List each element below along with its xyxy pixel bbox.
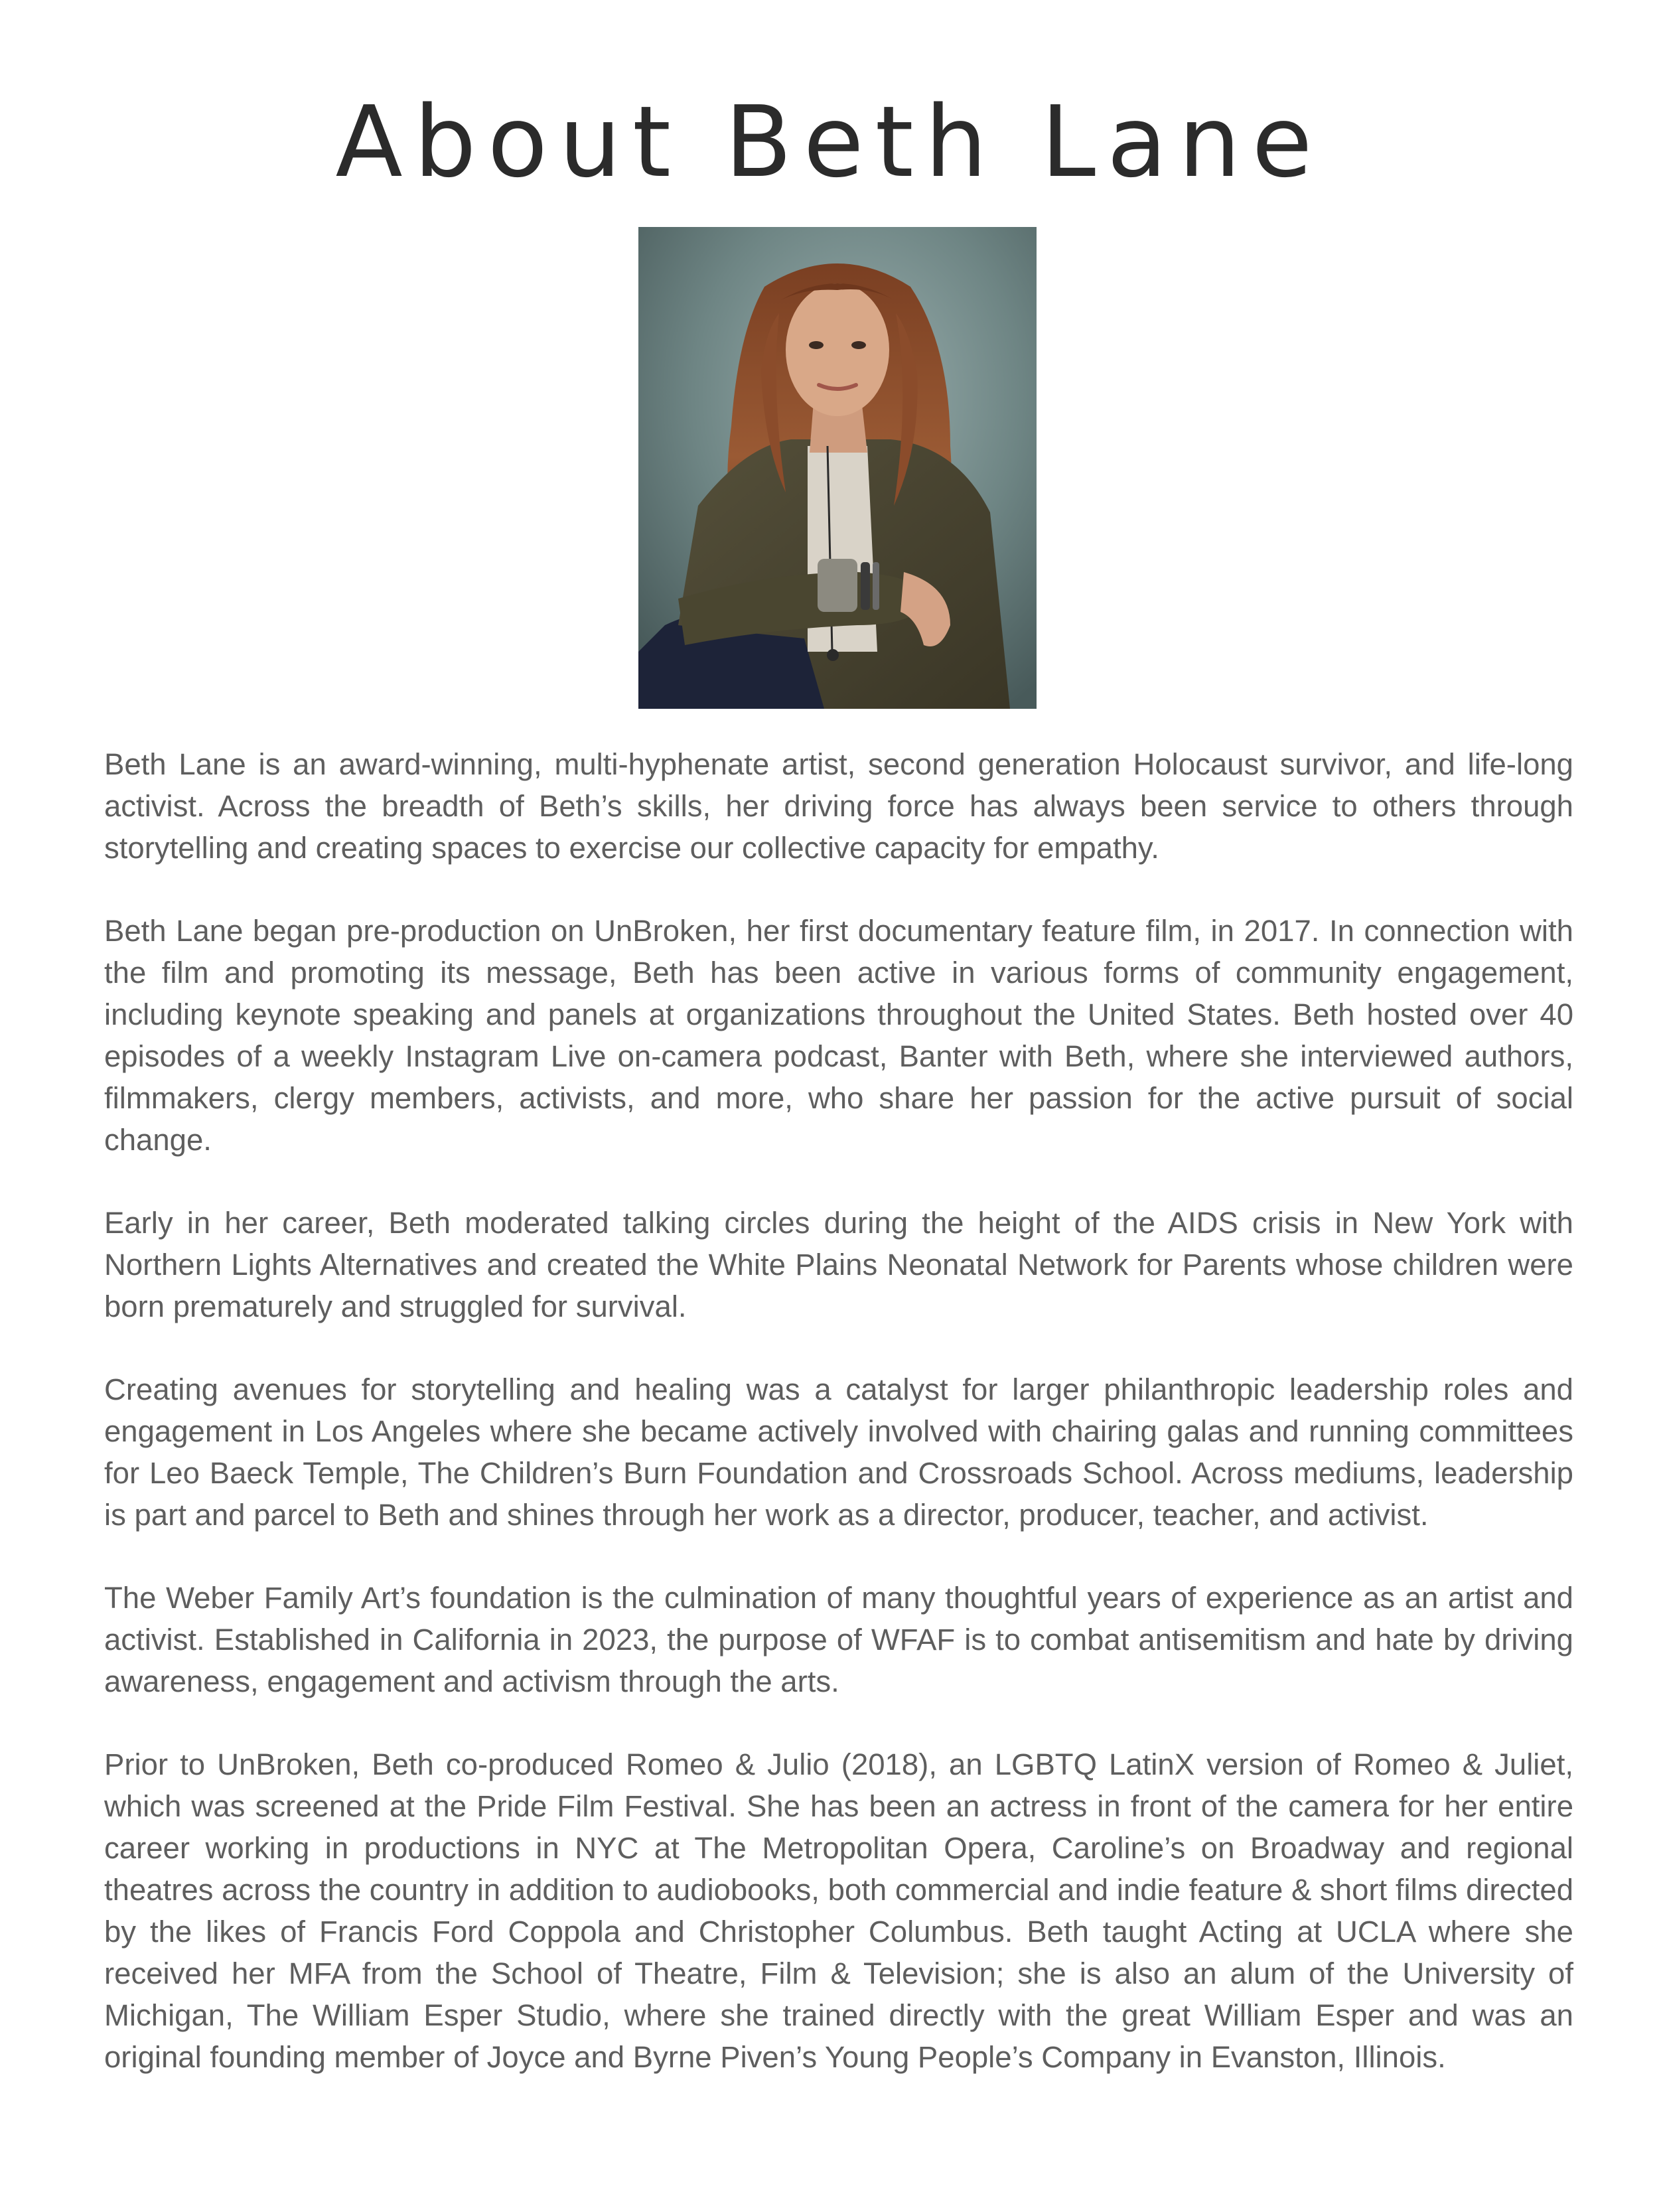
bio-paragraph: The Weber Family Art’s foundation is the culmination of many thoughtful years of experience as an artist and activist. Established in California in 2023, the purpose of WFAF is to combat antisemitism and hate by driving awareness, engagement and activism through the arts. [104,1581,1573,1698]
portrait-photo-icon [638,227,1037,709]
page-title: About Beth Lane [335,85,1324,199]
bio-paragraph: Early in her career, Beth moderated talking circles during the height of the AIDS crisis in New York with Northern Lights Alternatives and created the White Plains Neonatal Network for Parents whose children were born prematurely and struggled for survival. [104,1206,1573,1323]
bio-paragraph: Creating avenues for storytelling and healing was a catalyst for larger philanthropic leadership roles and engagement in Los Angeles where she became actively involved with chairing galas and running committees for Leo Baeck Temple, The Children’s Burn Foundation and Crossroads School. Across mediums, leadership is part and parcel to Beth and shines through her work as a director, producer, teacher, and activist. [104,1372,1573,1532]
bio-paragraph: Beth Lane is an award-winning, multi-hyphenate artist, second generation Holocaust survivor, and life-long activist. Across the breadth of Beth’s skills, her driving force has always been service to others through storytelling and creating spaces to exercise our collective capacity for empathy. [104,747,1573,865]
portrait-photo [638,227,1037,709]
bio-text [104,743,1573,2078]
bio-paragraph: Beth Lane began pre-production on UnBroken, her first documentary feature film, in 2017. In connection with the film and promoting its message, Beth has been active in various forms of community engagement, including keynote speaking and panels at organizations throughout the United States. Beth hosted over 40 episodes of a weekly Instagram Live on-camera podcast, Banter with Beth, where she interviewed authors, filmmakers, clergy members, activists, and more, who share her passion for the active pursuit of social change. [104,914,1573,1157]
bio-paragraph: Prior to UnBroken, Beth co-produced Romeo & Julio (2018), an LGBTQ LatinX version of Romeo & Juliet, which was screened at the Pride Film Festival. She has been an actress in front of the camera for her entire career working in productions in NYC at The Metropolitan Opera, Caroline’s on Broadway and regional theatres across the country in addition to audiobooks, both commercial and indie feature & short films directed by the likes of Francis Ford Coppola and Christopher Columbus. Beth taught Acting at UCLA where she received her MFA from the School of Theatre, Film & Television; she is also an alum of the University of Michigan, The William Esper Studio, where she trained directly with the great William Esper and was an original founding member of Joyce and Byrne Piven’s Young People’s Company in Evanston, Illinois. [104,1747,1573,2074]
